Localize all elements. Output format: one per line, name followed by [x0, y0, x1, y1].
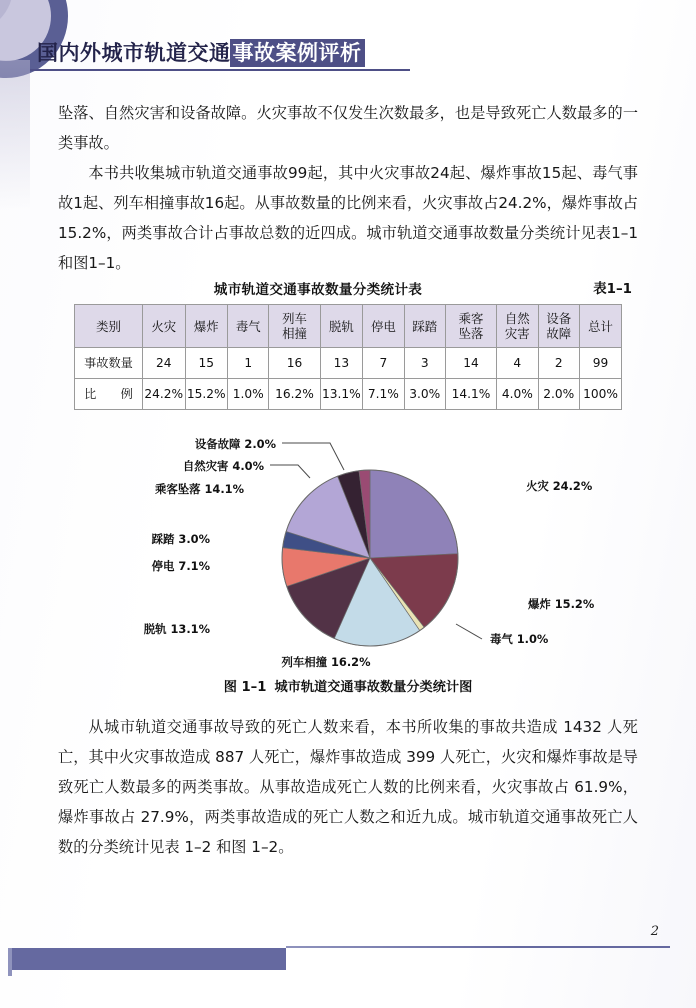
table-caption-title: 城市轨道交通事故数量分类统计表 — [213, 282, 423, 298]
table-caption — [58, 278, 638, 298]
accident-statistics-table — [74, 304, 622, 410]
page-number: 2 — [650, 924, 659, 939]
pie-label-0: 火灾 24.2% — [526, 479, 593, 493]
pie-label-6: 踩踏 3.0% — [151, 532, 210, 546]
table-header-equipment-failure-line2: 故障 — [546, 326, 572, 341]
paragraph-1: 坠落、自然灾害和设备故障。火灾事故不仅发生次数最多，也是导致死亡人数最多的一类事故。 — [58, 104, 638, 152]
cell-pct-fire: 24.2% — [142, 379, 185, 410]
pie-label-3: 列车相撞 16.2% — [281, 655, 371, 669]
pie-leader-line-8 — [270, 465, 310, 478]
cell-count-explosion: 15 — [185, 348, 228, 379]
body-text-lower — [58, 712, 638, 862]
pie-label-7: 乘客坠落 14.1% — [154, 482, 244, 496]
chapter-title-plain: 国内外城市轨道交通 — [37, 41, 231, 65]
table-row — [75, 348, 622, 379]
pie-label-1: 爆炸 15.2% — [528, 597, 595, 611]
footer-rule-decoration — [286, 946, 670, 948]
table-body — [75, 348, 622, 410]
pie-leader-line-9 — [282, 443, 344, 470]
cell-pct-total: 100% — [579, 379, 621, 410]
cell-pct-toxic-gas: 1.0% — [228, 379, 269, 410]
pie-label-4: 脱轨 13.1% — [143, 622, 210, 636]
cell-count-equipment-failure: 2 — [538, 348, 579, 379]
table-header-fire: 火灾 — [142, 305, 185, 348]
cell-count-train-collision: 16 — [269, 348, 320, 379]
pie-label-5: 停电 7.1% — [151, 559, 210, 573]
figure-caption — [58, 676, 638, 695]
table-header-derailment: 脱轨 — [320, 305, 363, 348]
footer-bar-tail-decoration — [8, 948, 12, 976]
table-header-row — [75, 305, 622, 348]
table-header-total: 总计 — [579, 305, 621, 348]
running-head — [30, 38, 670, 72]
row-label-percentage: 比 例 — [75, 379, 143, 410]
table-header-passenger-fall — [445, 305, 496, 348]
table-header-train-collision-line1: 列车 — [282, 311, 307, 326]
footer-bar-decoration — [8, 948, 286, 970]
pie-chart-figure — [58, 430, 638, 678]
table-header-train-collision-line2: 相撞 — [282, 326, 307, 341]
cell-count-power-outage: 7 — [363, 348, 404, 379]
cell-pct-natural-disaster: 4.0% — [497, 379, 538, 410]
figure-caption-number: 图 1–1 — [223, 680, 267, 695]
cell-pct-power-outage: 7.1% — [363, 379, 404, 410]
cell-count-fire: 24 — [142, 348, 185, 379]
pie-label-9: 设备故障 2.0% — [194, 437, 276, 451]
body-text-upper — [58, 98, 638, 278]
cell-count-natural-disaster: 4 — [497, 348, 538, 379]
paragraph-3: 从城市轨道交通事故导致的死亡人数来看，本书所收集的事故共造成 1432 人死亡，其中火灾事故造成 887 人死亡，爆炸事故造成 399 人死亡，火灾和爆炸事故是导致死亡人数最多的两类事故。从事故造成死亡人数的比例来看，火灾事故占 61.9%，爆炸事故占 27.9%，两类事故造成的死亡人数之和近九成。城市轨道交通事故死亡人数的分类统计见表 1–2 和图 1–2。 — [58, 718, 638, 856]
cell-pct-passenger-fall: 14.1% — [445, 379, 496, 410]
corner-ring-inner-decoration — [0, 0, 13, 33]
running-head-underline — [30, 69, 410, 71]
table-header-natural-disaster-line2: 灾害 — [504, 326, 530, 341]
table-header-passenger-fall-line1: 乘客 — [458, 311, 484, 326]
cell-count-toxic-gas: 1 — [228, 348, 269, 379]
cell-count-total: 99 — [579, 348, 621, 379]
cell-count-derailment: 13 — [320, 348, 363, 379]
table-header-toxic-gas: 毒气 — [228, 305, 269, 348]
cell-pct-explosion: 15.2% — [185, 379, 228, 410]
chapter-title-highlight: 事故案例评析 — [232, 41, 362, 65]
chapter-title — [37, 38, 364, 68]
table-header-explosion: 爆炸 — [185, 305, 228, 348]
pie-label-2: 毒气 1.0% — [490, 632, 549, 646]
pie-chart-svg — [58, 430, 638, 678]
table-header — [75, 305, 622, 348]
pie-slice-0 — [370, 470, 458, 558]
table-header-train-collision — [269, 305, 320, 348]
table-header-natural-disaster — [497, 305, 538, 348]
figure-caption-title: 城市轨道交通事故数量分类统计图 — [274, 680, 473, 695]
cell-count-passenger-fall: 14 — [445, 348, 496, 379]
table-header-stampede: 踩踏 — [404, 305, 445, 348]
cell-pct-derailment: 13.1% — [320, 379, 363, 410]
table-header-category: 类别 — [75, 305, 143, 348]
row-label-count: 事故数量 — [75, 348, 143, 379]
table-header-power-outage: 停电 — [363, 305, 404, 348]
pie-label-8: 自然灾害 4.0% — [182, 459, 264, 473]
table-row — [75, 379, 622, 410]
corner-gradient-decoration — [0, 60, 30, 210]
cell-pct-equipment-failure: 2.0% — [538, 379, 579, 410]
table-header-equipment-failure — [538, 305, 579, 348]
cell-pct-stampede: 3.0% — [404, 379, 445, 410]
table-header-natural-disaster-line1: 自然 — [504, 311, 530, 326]
paragraph-2: 本书共收集城市轨道交通事故99起，其中火灾事故24起、爆炸事故15起、毒气事故1起、列车相撞事故16起。从事故数量的比例来看，火灾事故占24.2%，爆炸事故占15.2%，两类事故合计占事故总数的近四成。城市轨道交通事故数量分类统计见表1–1和图1–1。 — [58, 164, 638, 272]
table-caption-number: 表1–1 — [593, 282, 632, 297]
cell-pct-train-collision: 16.2% — [269, 379, 320, 410]
pie-leader-line-2 — [456, 624, 482, 639]
table-header-equipment-failure-line1: 设备 — [546, 311, 572, 326]
table-header-passenger-fall-line2: 坠落 — [458, 326, 484, 341]
cell-count-stampede: 3 — [404, 348, 445, 379]
